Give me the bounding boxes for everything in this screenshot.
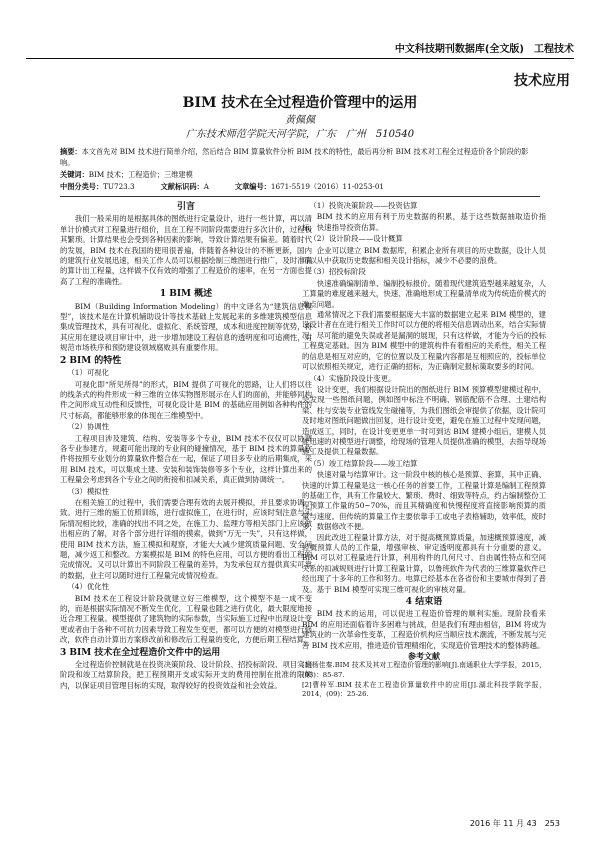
heading-s24: （4）优化性 [67,582,110,592]
abstract-label: 摘要： [60,147,82,156]
paragraph-s3: 全过程造价控制就是在投资决策阶段、设计阶段、招投标阶段、项目实施阶段和竣工结算阶段，把工程预期开支或实际开支的费用控制在批准的限额内，以保证项目管理目标的实现，取得较好的投资效益和社会效益。 [60,660,312,690]
paragraph-s33b: 通常情况之下我们需要根据庞大丰富的数据建立起来 BIM 模型的，建设设计者在在进行相关工作时可以方便的将相关信息调动出来，结合实际情况，尽可能的避免失误或者是漏洞的展现，只有这样做，才能为今后的投标工程奠定基础。因为 BIM 模型中的建筑构件有着相应的关系性，相关工程的信息是相互对应的，它的位置以及工程量内容都是互相照应的，投标单位可以依照相关规定，进行正确的招标，为正确制定报标策取要多的时间。 [302,310,546,372]
header-rule [26,58,574,59]
article-meta [60,182,540,192]
doc-code: 文献标识码：A [160,182,209,191]
heading-s21: （1）可视化 [67,368,110,378]
keywords-text: BIM 技术；工程造价；三维建模 [88,170,193,179]
right-column [302,200,546,700]
heading-s1: 1 BIM 概述 [159,289,213,300]
paragraph-s4: BIM 技术的运用，可以促进工程造价管理的顺利实施。现阶段看来 BIM 的应用还面临着许多困难与挑战，但是我们有理由相信，BIM 将成为建筑业的一次革命性变革，工程造价机构应当顺应技术潮流，不断发展与完善 BIM 技术应用，推进造价管理精细化，实现造价管理技术的整体跨越。 [302,609,546,650]
paragraph-s24: BIM 技术在工程设计阶段就建立好三维模型，这个模型不是一成不变的，而是根据实际情况不断发生优化，工程量也随之进行优化，最大限度地接近合理工程量。模型提供了建筑物的实际参数，当实际施工过程中出现设计变更或者由于各种不可抗力因素导致工程发生变更，都可以方便的对模型进行修改，软件自动计算出方案修改前和修改后工程量的变化，方便后期工程结算。 [60,593,312,645]
heading-s31: （1）投资决策阶段——投资估算 [309,201,418,210]
keywords [60,170,540,180]
paragraph-intro: 我们一般采用的是根据具体的图纸进行定量设计，进行一些计算，再以清单计价模式对工程量进行组价，且在工程不同阶段需要进行多次计价，过程极其繁琐。计算结果也会受到各种因素的影响，导致计算结果有偏差。随着时代的发展，BIM 技术在我国的使用很普遍，伴随着各种设计的不断更新，国内的建筑行业发展迅速，相关工作人员可以根据绘制三维图进行推广，及时准确的算计出工程量，这样做不仅有效的增强了工程造价的速率，在另一方面也提高了工程的准确性。 [60,214,312,286]
paragraph-s35a: 快速对量与结算审计。这一阶段中核的核心是预算、套算，其中正确、快速的计算工程量是这一核心任务的首要工作，工程量计算是编制工程预算的基础工作，具有工作量较大、繁琐、费时、细致等特点，约占编制整份工程预算工作量的50~70%，而且其精确度和快慢程度将直接影响预算的质量与速度。但传统的算量工作主要依靠手工或电子表格辅助，效率低，废时多，数据修改不便。 [302,470,546,532]
heading-s34: （4）实施阶段设计变更。 [309,373,396,383]
article-title: BIM 技术在全过程造价管理中的运用 [182,95,418,111]
paragraph-s32: 企业可以建立 BIM 数据库，积累企业所有项目的历史数据，设计人员可以从中获取历史数据和相关设计指标，减少不必要的浪费。 [302,245,546,266]
paragraph-s21: 可视化即“所见所得”的形式，BIM 提供了可视化的思路，让人们将以往的线条式的构件形成一种三维的立体实物图形展示在人们的面前，并能够同构件之间形成互动性和反馈性，可视化设计是 BIM 的基础应用例如各种构件的尺寸标高，都能够形象的体现在三维模型中。 [60,379,312,420]
left-column [60,200,312,691]
abstract-text: 本文首先对 BIM 技术进行简单介绍，然后结合 BIM 算量软件分析 BIM 技术的特性，最后再分析 BIM 技术对工程全过程造价各个阶段的影响。 [60,147,529,167]
heading-s22: （2）协调性 [67,422,110,432]
heading-s32: （2）设计阶段——设计概算 [309,234,403,244]
journal-header: 中文科技期刊数据库(全文版) 工程技术 [394,44,574,55]
article-author: 黄佩佩 [285,115,315,126]
paragraph-s35b: 因此改进工程量计算方法，对于提高概预算质量，加速概预算速度，减轻概预算人员的工作量，增强审核、审定透明度都具有十分重要的意义。BIM 可以对工程量进行计算，利用构件的几何尺寸、自由属性特点和空间关系的扣减规则进行计算工程量计算，以鲁班软件为代表的三维算量软件已经出现了十多年的工作和努力。电算已经基本在各省份和主要城市得到了普及。基于 BIM 模型可实现三维可视化的审核对量。 [302,532,546,594]
heading-s23: （3）模拟性 [67,486,110,496]
article-number: 文章编号：1671-5519（2016）11-0253-01 [234,182,384,191]
references-heading: 参考文献 [408,651,440,662]
heading-s3: 3 BIM 技术在全过程造价文件中的运用 [60,647,221,658]
page-footer: 2016 年 11 月 43 253 [469,819,560,828]
paragraph-s23: 在相关施工的过程中，我们需要合理有效的去展开模拟，并且要求协调一致。进行三维的施工仿照训练，进行虚拟施工，在进行时，应该时刻注意与实际情况相比较，准确的找出不同之处，在施工力、监理方等相关部门上应该做出相应的了解，对各个部分进行详细的摸索，做到“万无一失”，只有这样做，使用 BIM 技术方法，施工模拟和观察，才能大大减少建筑质量问题、安全问题，减少返工和整改。方案模拟是 BIM 的特色应用，可以方便的看出工程的完成情况。又可以计算出不同阶段工程量的差异，为发承包双方提供真实可靠的数据，业主可以随时进行工程量完成情况检查。 [60,497,312,580]
paragraph-s22: 工程项目涉及建筑、结构、安装等多个专业，BIM 技术不仅仅可以协调各专业参建方，规避可能出现的专业间的碰撞情况，基于 BIM 技术的算量软件将按照专业划分的算量软件整合在一起，保证了项目多专业的后期集成，采用 BIM 技术，可以集成土建、安装和装饰装修等多个专业，这样计算出来的工程量会考虑到各个专业之间的衔接和扣减关系，真正做到协调统一。 [60,433,312,485]
reference-item: [2]曹梓军.BIM 技术在工程造价算量软件中的应用[J].湖北科技学院学报，2014，(09)：25-26. [302,680,546,699]
heading-s4: 4 结束语 [405,597,443,608]
reference-item: [1]杨佳秦.BIM 技术及其对工程造价管理的影响[J].南通职业大学学报，2015，(03)：85-87. [302,661,546,680]
keywords-label: 关键词： [60,170,89,179]
meta-rule [60,196,540,197]
section-label: 技术应用 [514,73,570,89]
paragraph-s34: 设计变更，我们根据设计院出的图纸进行 BIM 预算模型建模过程中，会发现一些图纸问题，例如图中标注不明确、钢筋配筋不合理、土建结构梁、柱与安装专业管线发生碰撞等，为我们图纸会审提供了依据，设计院可及时地对图纸问题做出回复，进行设计变更，避免在施工过程中发现问题，造成返工，同时，在设计变更更单一时可到达 BIM 建模小组后，建模人员能迅速的对模型进行调整，给现场的管理人员提供准确的模型，去指导现场施工及提供工程量数据。 [302,384,546,457]
paragraph-s31: BIM 技术的应用有利于历史数据的积累，基于这些数据抽取造价指标，快速指导投资估算。 [302,212,546,232]
heading-intro: 引言 [176,202,195,212]
abstract [60,146,540,168]
article-affiliation: 广东技术师范学院天河学院，广东 广州 510540 [185,129,415,140]
heading-s35: （5）竣工结算阶段——竣工结算 [309,458,418,468]
clc-number: 中图分类号：TU723.3 [60,182,135,191]
heading-s2: 2 BIM 的特性 [60,355,122,366]
paragraph-s33a: 快速准确编制清单、编制投标报价。随着现代建筑造型越来越复杂，人工算量的难度越来越大，快速、准确地形成工程量清单成为传统造价模式的难点问题。 [302,278,546,309]
paragraph-s1: BIM（Building Information Modeling）的中文译名为“建筑信息模型”，该技术是在计算机辅助设计等技术基础上发展起来的多维建筑模型信息集成管理技术，具有可视化、虚拟化、系统管理，成本和进度控制等优势，将其应用在建设项目审计中，进一步增加建设工程信息的透明度和可追溯性，对规范市场秩序和预防建设领域腐败具有重要作用。 [60,301,312,353]
heading-s33: （3）招投标阶段 [309,267,366,277]
